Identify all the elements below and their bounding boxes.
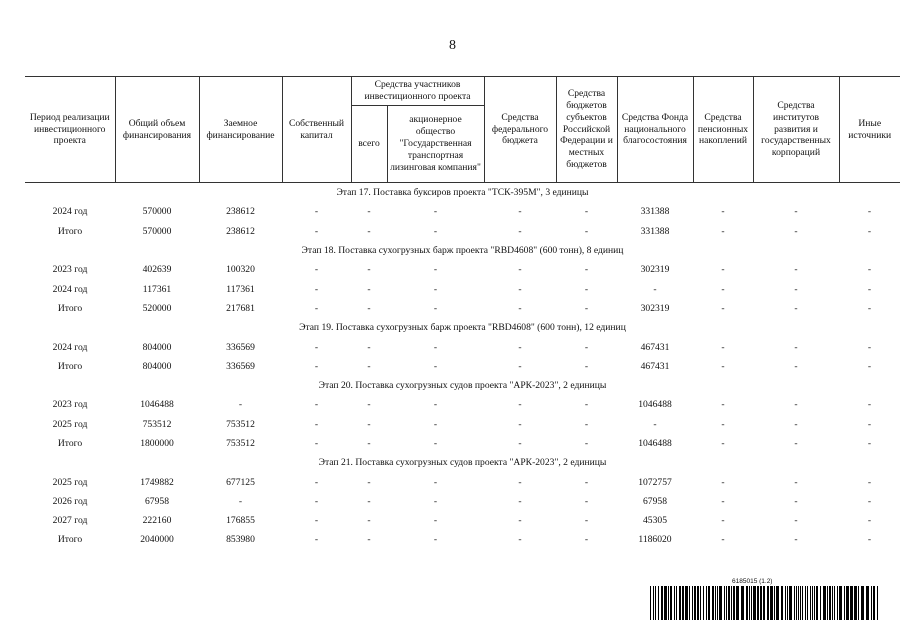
table-cell: - (794, 283, 798, 295)
table-cell: - (433, 495, 438, 507)
table-cell: 45305 (643, 515, 667, 527)
table-cell: - (794, 495, 798, 507)
table-cell: - (721, 418, 725, 430)
table-cell: - (518, 418, 522, 430)
table-cell: - (433, 438, 438, 449)
table-cell: 570000 (142, 225, 172, 237)
table-cell: - (867, 476, 872, 488)
table-cell: - (518, 476, 522, 488)
table-cell: - (584, 399, 589, 411)
table-cell: - (721, 399, 725, 411)
stage-title-row (25, 318, 900, 337)
table-cell: 804000 (142, 360, 172, 372)
table-cell: - (721, 283, 725, 295)
table-cell: 2026 год (52, 495, 88, 507)
table-cell: 100320 (226, 264, 255, 276)
table-cell: Итого (57, 225, 83, 237)
table-row (25, 415, 900, 434)
header-other: Иные источники (839, 77, 900, 183)
table-cell: - (518, 206, 522, 218)
table-row (25, 472, 900, 491)
stage-title: Этап 20. Поставка сухогрузных судов проекта "АРК-2023", 2 единицы (318, 380, 607, 392)
table-cell: - (518, 360, 522, 372)
table-row (25, 202, 900, 221)
table-cell: - (584, 225, 589, 237)
table-row (25, 511, 900, 530)
barcode-block (650, 578, 882, 620)
table-cell: 331388 (640, 225, 670, 237)
table-cell: - (314, 438, 319, 449)
table-cell: - (867, 495, 872, 507)
table-cell: - (314, 341, 319, 353)
table-cell: - (794, 438, 798, 449)
table-cell: 336569 (226, 341, 255, 353)
table-cell: 753512 (226, 418, 255, 430)
table-row (25, 492, 900, 511)
table-cell: - (314, 495, 319, 507)
table-cell: 2023 год (52, 264, 88, 276)
table-cell: 1046488 (638, 399, 672, 411)
table-cell: 117361 (142, 283, 172, 295)
header-participants: Средства участников инвестиционного проекта (351, 77, 484, 106)
table-cell: - (518, 438, 522, 449)
table-cell: 402639 (142, 264, 172, 276)
table-cell: - (867, 534, 872, 546)
table-cell: - (867, 302, 872, 314)
table-cell: - (721, 360, 725, 372)
table-cell: - (867, 264, 872, 276)
table-cell: - (584, 206, 589, 218)
table-cell: - (794, 476, 798, 488)
table-row (25, 434, 900, 453)
stage-title-row (25, 453, 900, 472)
table-cell: - (238, 399, 243, 411)
table-cell: - (584, 360, 589, 372)
table-cell: 1749882 (140, 476, 174, 488)
table-cell: - (518, 399, 522, 411)
table-cell: - (794, 418, 798, 430)
table-cell: - (367, 399, 371, 411)
table-cell: - (794, 206, 798, 218)
table-cell: - (314, 360, 319, 372)
table-cell: 467431 (640, 341, 670, 353)
table-cell: - (721, 495, 725, 507)
table-cell: - (584, 476, 589, 488)
table-cell: Итого (57, 534, 83, 546)
table-cell: 2027 год (52, 515, 88, 527)
table-cell: - (867, 438, 872, 449)
table-cell: - (518, 534, 522, 546)
table-cell: 331388 (640, 206, 670, 218)
table-cell: - (867, 515, 872, 527)
stage-title-row (25, 376, 900, 395)
table-cell: - (433, 476, 438, 488)
table-cell: - (518, 225, 522, 237)
barcode-icon (650, 586, 882, 620)
table-cell: Итого (57, 438, 83, 449)
table-row (25, 395, 900, 414)
table-cell: 2024 год (52, 341, 88, 353)
table-cell: - (794, 515, 798, 527)
table-cell: - (867, 360, 872, 372)
table-cell: - (367, 360, 371, 372)
table-cell: - (314, 534, 319, 546)
table-cell: - (433, 341, 438, 353)
table-cell: - (653, 418, 657, 430)
table-cell: 1046488 (638, 438, 672, 449)
table-cell: - (721, 515, 725, 527)
table-cell: 753512 (226, 438, 255, 449)
table-cell: - (367, 206, 371, 218)
table-cell: - (867, 206, 872, 218)
table-cell: 677125 (226, 476, 255, 488)
table-cell: 238612 (226, 206, 255, 218)
table-cell: - (584, 283, 589, 295)
table-cell: - (433, 283, 438, 295)
table-cell: - (314, 399, 319, 411)
header-institutes: Средства институтов развития и государственных корпораций (753, 77, 839, 183)
table-cell: - (433, 264, 438, 276)
table-cell: - (721, 206, 725, 218)
table-cell: 238612 (226, 225, 255, 237)
table-cell: 2025 год (52, 418, 88, 430)
table-cell: - (314, 476, 319, 488)
table-body (25, 183, 900, 550)
header-total: Общий объем финансирования (115, 77, 199, 183)
table-cell: 67958 (643, 495, 667, 507)
table-cell: - (314, 206, 319, 218)
table-cell: - (584, 418, 589, 430)
table-cell: - (584, 341, 589, 353)
table-cell: 117361 (226, 283, 255, 295)
table-cell: - (721, 534, 725, 546)
table-cell: - (584, 515, 589, 527)
header-period: Период реализации инвестиционного проекта (25, 77, 115, 183)
table-cell: - (518, 302, 522, 314)
table-cell: - (367, 534, 371, 546)
table-cell: - (433, 515, 438, 527)
table-row (25, 357, 900, 376)
table-cell: 1186020 (638, 534, 672, 546)
table-cell: - (584, 302, 589, 314)
table-cell: - (433, 225, 438, 237)
table-cell: - (721, 264, 725, 276)
table-cell: 2024 год (52, 206, 88, 218)
table-cell: - (433, 302, 438, 314)
table-cell: - (518, 283, 522, 295)
table-cell: 520000 (142, 302, 172, 314)
table-cell: - (867, 418, 872, 430)
table-cell: 2023 год (52, 399, 88, 411)
table-cell: 1800000 (140, 438, 174, 449)
table-row (25, 279, 900, 298)
table-cell: 753512 (142, 418, 172, 430)
table-cell: - (367, 341, 371, 353)
table-cell: 67958 (145, 495, 169, 507)
table-cell: 467431 (640, 360, 670, 372)
table-cell: - (433, 206, 438, 218)
table-cell: - (518, 341, 522, 353)
header-participants-total: всего (351, 106, 387, 183)
table-cell: - (367, 418, 371, 430)
financing-table (25, 76, 900, 550)
header-participants-gtlk: акционерное общество "Государственная транспортная лизинговая компания" (387, 106, 484, 183)
stage-title-row (25, 241, 900, 260)
stage-title: Этап 21. Поставка сухогрузных судов проекта "АРК-2023", 2 единицы (318, 457, 607, 469)
stage-title: Этап 19. Поставка сухогрузных барж проекта "RBD4608" (600 тонн), 12 единиц (299, 322, 626, 334)
table-cell: - (314, 515, 319, 527)
table-cell: 853980 (226, 534, 255, 546)
table-row (25, 222, 900, 241)
table-cell: - (367, 438, 371, 449)
table-row (25, 530, 900, 549)
table-cell: - (367, 302, 371, 314)
table-cell: - (518, 264, 522, 276)
table-cell: - (794, 225, 798, 237)
table-cell: - (314, 418, 319, 430)
table-cell: - (721, 438, 725, 449)
table-cell: - (584, 495, 589, 507)
table-cell: - (721, 476, 725, 488)
table-row (25, 299, 900, 318)
table-cell: - (584, 438, 589, 449)
table-cell: - (794, 399, 798, 411)
table-cell: - (794, 264, 798, 276)
table-cell: 1046488 (140, 399, 174, 411)
table-cell: - (721, 302, 725, 314)
table-cell: - (867, 341, 872, 353)
table-cell: Итого (57, 302, 83, 314)
table-cell: - (433, 534, 438, 546)
table-cell: 176855 (226, 515, 255, 527)
table-cell: 1072757 (638, 476, 672, 488)
table-cell: - (314, 225, 319, 237)
table-cell: - (867, 399, 872, 411)
header-regional: Средства бюджетов субъектов Российской Федерации и местных бюджетов (556, 77, 617, 183)
table-cell: 222160 (142, 515, 172, 527)
table-cell: - (867, 225, 872, 237)
table-cell: - (367, 495, 371, 507)
table-cell: - (367, 476, 371, 488)
table-cell: 217681 (226, 302, 255, 314)
table-header (25, 77, 900, 183)
table-cell: - (314, 302, 319, 314)
table-cell: 570000 (142, 206, 172, 218)
table-cell: 302319 (640, 302, 670, 314)
table-cell: - (584, 264, 589, 276)
stage-title: Этап 18. Поставка сухогрузных барж проекта "RBD4608" (600 тонн), 8 единиц (301, 245, 624, 257)
table-cell: - (367, 264, 371, 276)
table-cell: - (433, 360, 438, 372)
table-cell: - (314, 264, 319, 276)
table-cell: 302319 (640, 264, 670, 276)
table-cell: - (367, 515, 371, 527)
header-pension: Средства пенсионных накоплений (693, 77, 753, 183)
table-cell: - (367, 283, 371, 295)
stage-title-row (25, 183, 900, 203)
table-cell: - (584, 534, 589, 546)
table-cell: 2024 год (52, 283, 88, 295)
table-cell: - (518, 515, 522, 527)
table-cell: 336569 (226, 360, 255, 372)
table-row (25, 337, 900, 356)
table-cell: - (721, 341, 725, 353)
table-cell: - (794, 360, 798, 372)
header-federal: Средства федерального бюджета (484, 77, 556, 183)
barcode-code: 6185015 (1.2) (732, 578, 773, 585)
table-cell: - (721, 225, 725, 237)
table-cell: 804000 (142, 341, 172, 353)
table-cell: - (314, 283, 319, 295)
page-number: 8 (449, 38, 456, 53)
header-nwf: Средства Фонда национального благосостояния (617, 77, 693, 183)
table-cell: - (867, 283, 872, 295)
table-row (25, 260, 900, 279)
table-cell: - (238, 495, 243, 507)
table-cell: - (433, 418, 438, 430)
header-loan: Заемное финансирование (199, 77, 282, 183)
stage-title: Этап 17. Поставка буксиров проекта "ТСК-395М", 3 единицы (336, 187, 589, 199)
table-cell: - (794, 302, 798, 314)
table-cell: - (367, 225, 371, 237)
table-cell: - (794, 341, 798, 353)
table-cell: 2025 год (52, 476, 88, 488)
header-equity: Собственный капитал (282, 77, 351, 183)
table-cell: - (653, 283, 657, 295)
table-cell: - (518, 495, 522, 507)
table-cell: Итого (57, 360, 83, 372)
table-cell: 2040000 (140, 534, 174, 546)
table-cell: - (794, 534, 798, 546)
table-cell: - (433, 399, 438, 411)
